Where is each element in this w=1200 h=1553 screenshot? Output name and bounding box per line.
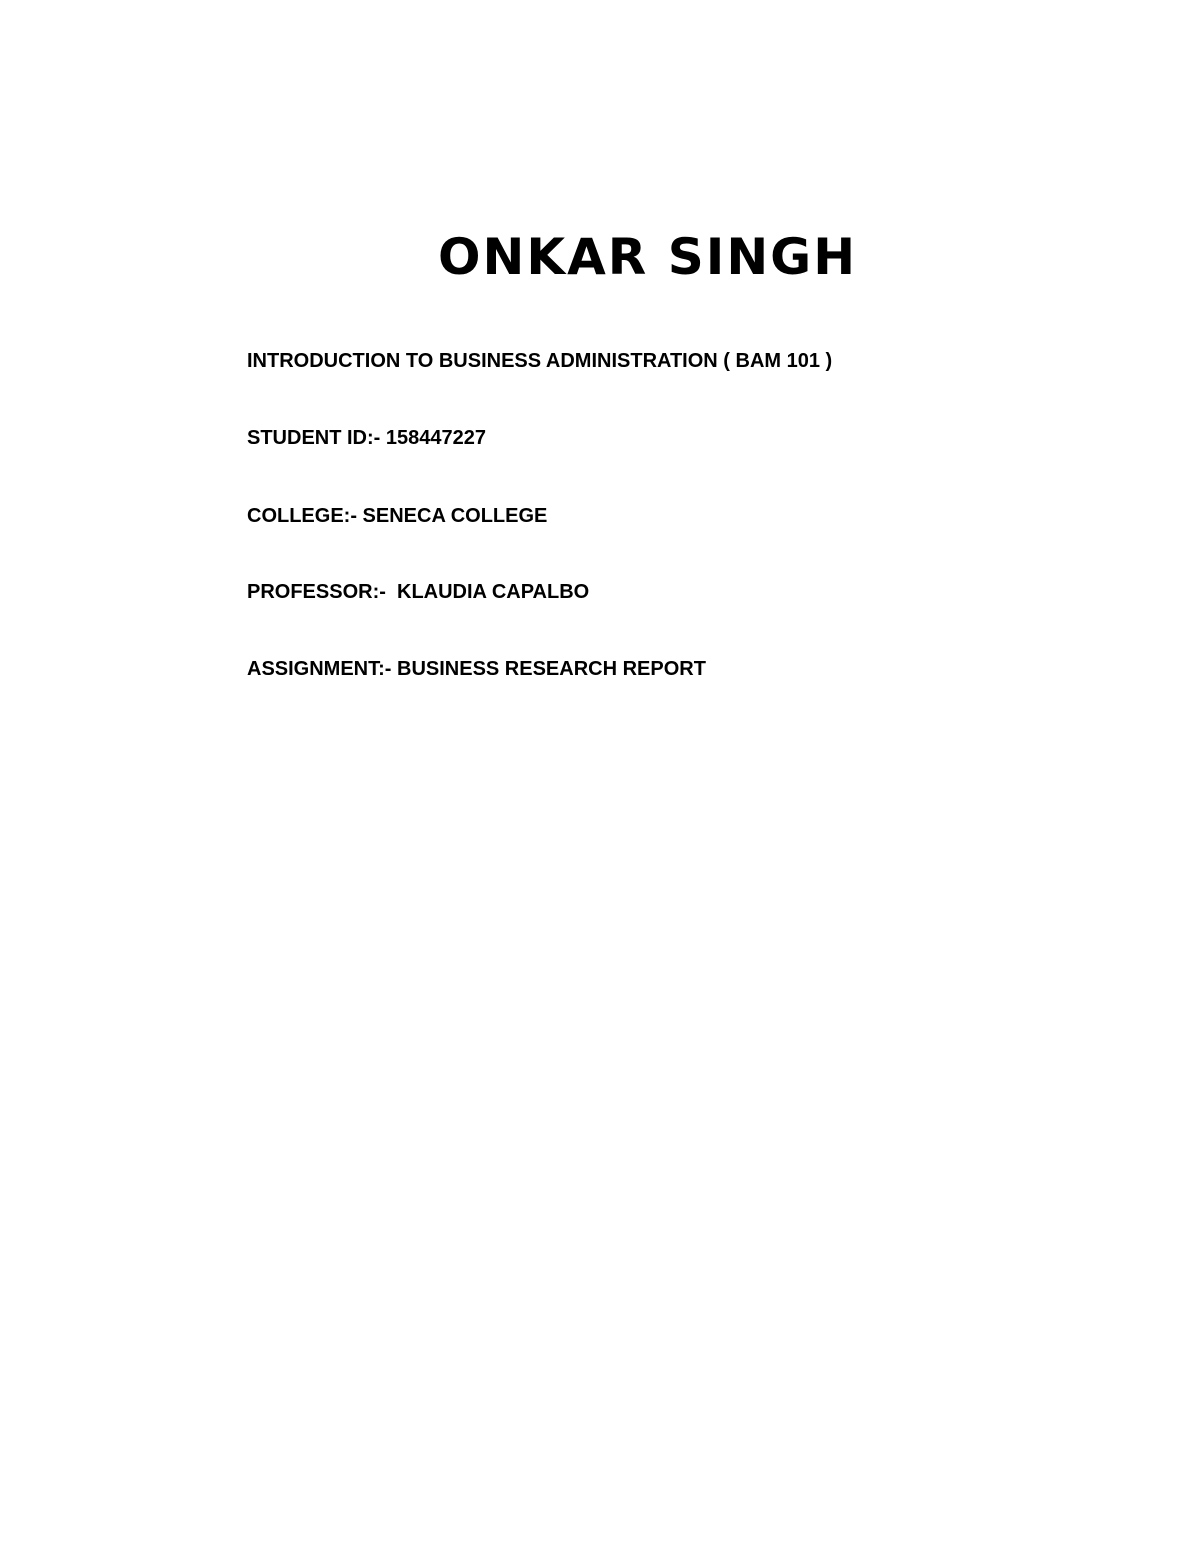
college-line: COLLEGE:- SENECA COLLEGE [247,505,548,527]
student-id-line: STUDENT ID:- 158447227 [247,427,486,449]
assignment-line: ASSIGNMENT:- BUSINESS RESEARCH REPORT [247,658,706,680]
page-title: ONKAR SINGH [438,228,858,286]
course-line: INTRODUCTION TO BUSINESS ADMINISTRATION ( BAM 101 ) [247,350,833,372]
professor-line: PROFESSOR:- KLAUDIA CAPALBO [247,581,590,603]
